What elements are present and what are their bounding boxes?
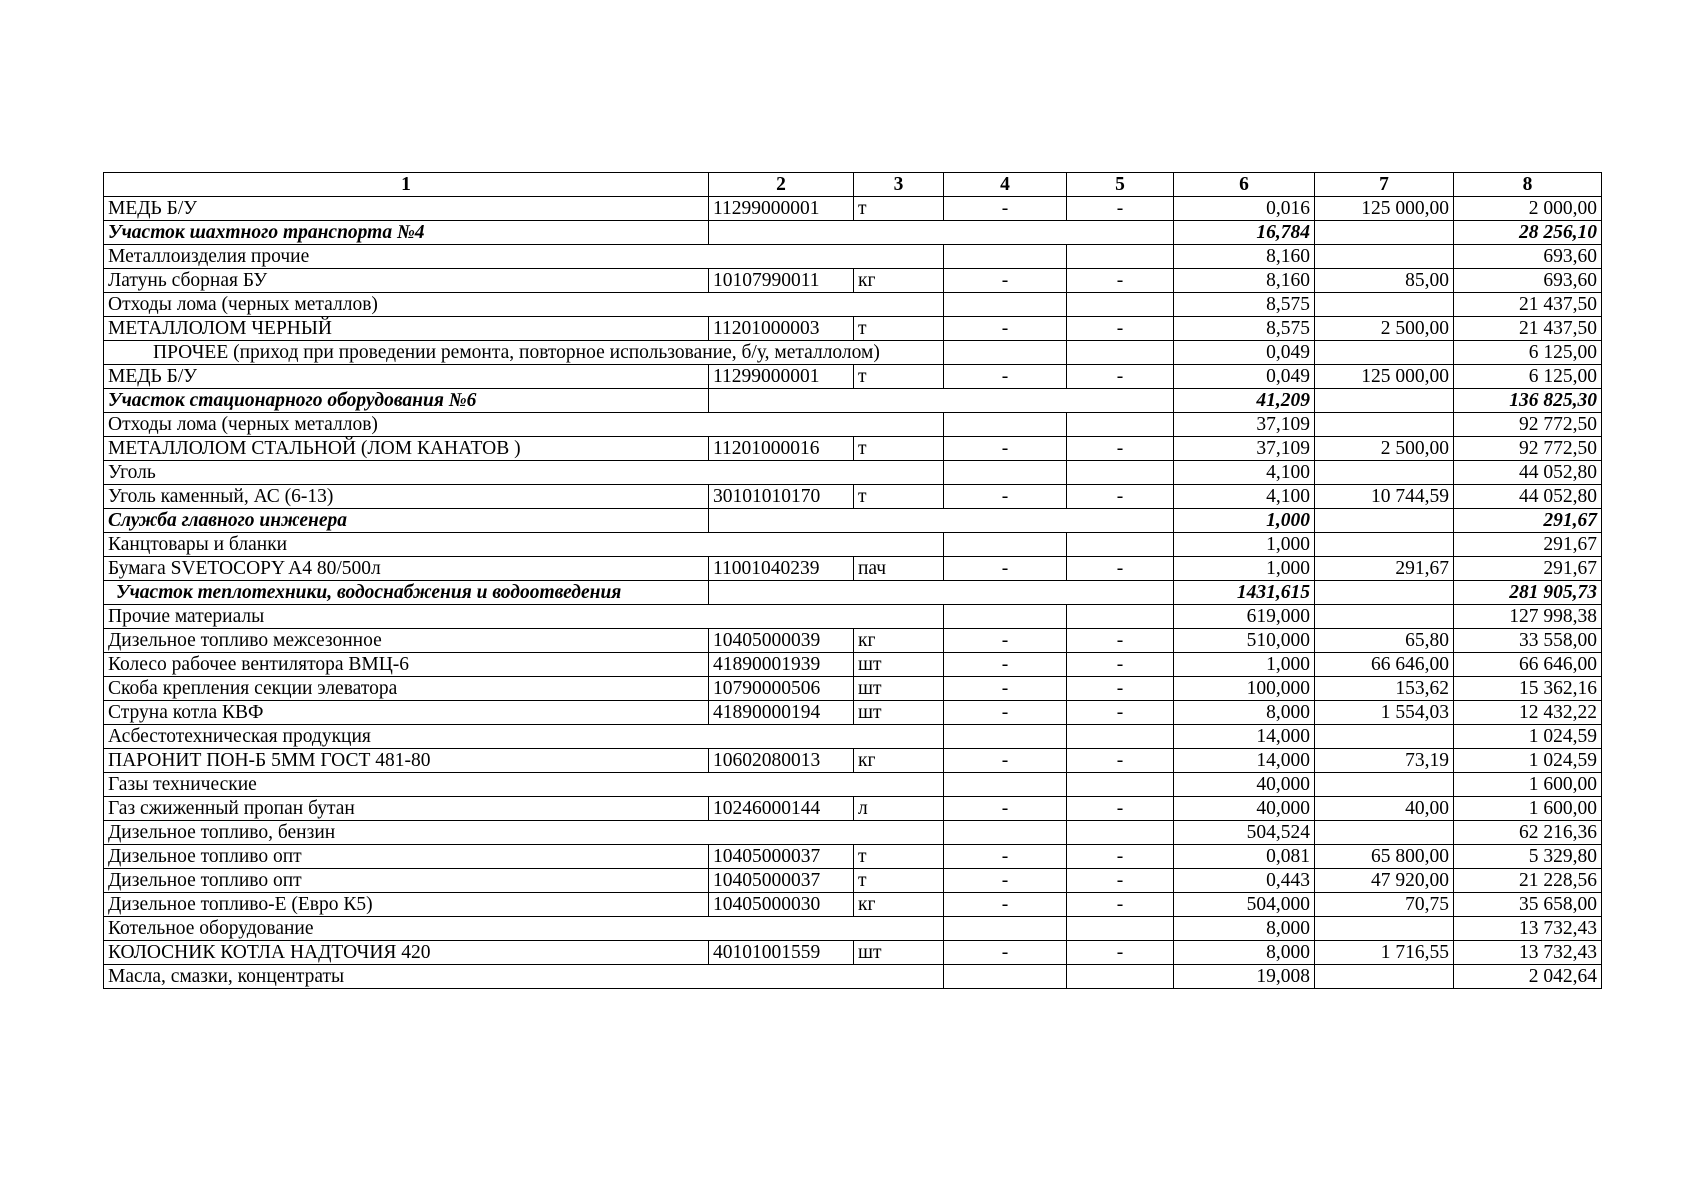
item-name: КОЛОСНИК КОТЛА НАДТОЧИЯ 420 — [104, 941, 709, 965]
item-sum: 35 658,00 — [1454, 893, 1602, 917]
item-name: Бумага SVETOCOPY A4 80/500л — [104, 557, 709, 581]
item-unit: шт — [854, 941, 944, 965]
item-col5: - — [1067, 437, 1174, 461]
group-quantity: 619,000 — [1174, 605, 1315, 629]
table-row-group — [104, 917, 1602, 941]
group-name: Канцтовары и бланки — [104, 533, 944, 557]
item-price: 40,00 — [1315, 797, 1454, 821]
item-col5: - — [1067, 629, 1174, 653]
item-unit: т — [854, 365, 944, 389]
item-price: 47 920,00 — [1315, 869, 1454, 893]
item-code: 41890001939 — [709, 653, 854, 677]
item-code: 11001040239 — [709, 557, 854, 581]
item-code: 40101001559 — [709, 941, 854, 965]
item-price: 153,62 — [1315, 677, 1454, 701]
empty-cell — [1315, 821, 1454, 845]
group-quantity: 8,000 — [1174, 917, 1315, 941]
empty-cell — [944, 917, 1067, 941]
group-name: Газы технические — [104, 773, 944, 797]
column-header: 4 — [944, 173, 1067, 197]
item-price: 125 000,00 — [1315, 365, 1454, 389]
group-sum: 1 600,00 — [1454, 773, 1602, 797]
table-row-group — [104, 605, 1602, 629]
item-name: Колесо рабочее вентилятора ВМЦ-6 — [104, 653, 709, 677]
item-col4: - — [944, 197, 1067, 221]
item-code: 30101010170 — [709, 485, 854, 509]
table-row-item — [104, 869, 1602, 893]
group-quantity: 4,100 — [1174, 461, 1315, 485]
table-row-group — [104, 773, 1602, 797]
empty-cell — [709, 509, 1174, 533]
item-sum: 92 772,50 — [1454, 437, 1602, 461]
empty-cell — [1067, 293, 1174, 317]
empty-cell — [1067, 533, 1174, 557]
item-code: 10790000506 — [709, 677, 854, 701]
item-price: 65,80 — [1315, 629, 1454, 653]
item-unit: т — [854, 317, 944, 341]
materials-table — [103, 172, 1602, 989]
empty-cell — [944, 245, 1067, 269]
empty-cell — [1315, 245, 1454, 269]
item-code: 11201000016 — [709, 437, 854, 461]
table-row-item — [104, 797, 1602, 821]
empty-cell — [944, 965, 1067, 989]
item-col5: - — [1067, 677, 1174, 701]
item-sum: 1 024,59 — [1454, 749, 1602, 773]
item-price: 2 500,00 — [1315, 437, 1454, 461]
group-sum: 291,67 — [1454, 533, 1602, 557]
item-col4: - — [944, 749, 1067, 773]
empty-cell — [1067, 341, 1174, 365]
item-code: 10246000144 — [709, 797, 854, 821]
group-sum: 127 998,38 — [1454, 605, 1602, 629]
group-sum: 6 125,00 — [1454, 341, 1602, 365]
item-price: 125 000,00 — [1315, 197, 1454, 221]
item-sum: 44 052,80 — [1454, 485, 1602, 509]
item-sum: 66 646,00 — [1454, 653, 1602, 677]
item-col4: - — [944, 653, 1067, 677]
item-col4: - — [944, 701, 1067, 725]
item-unit: т — [854, 845, 944, 869]
group-quantity: 8,575 — [1174, 293, 1315, 317]
item-name: МЕДЬ Б/У — [104, 365, 709, 389]
item-col5: - — [1067, 797, 1174, 821]
item-col4: - — [944, 629, 1067, 653]
item-col4: - — [944, 317, 1067, 341]
item-price: 65 800,00 — [1315, 845, 1454, 869]
group-name: Металлоизделия прочие — [104, 245, 944, 269]
item-quantity: 100,000 — [1174, 677, 1315, 701]
table-row-section — [104, 509, 1602, 533]
item-col5: - — [1067, 365, 1174, 389]
item-col5: - — [1067, 653, 1174, 677]
empty-cell — [1067, 245, 1174, 269]
section-sum: 28 256,10 — [1454, 221, 1602, 245]
item-price: 85,00 — [1315, 269, 1454, 293]
section-sum: 136 825,30 — [1454, 389, 1602, 413]
item-col5: - — [1067, 269, 1174, 293]
item-name: Латунь сборная БУ — [104, 269, 709, 293]
item-quantity: 8,000 — [1174, 941, 1315, 965]
item-code: 10405000037 — [709, 845, 854, 869]
table-row-item — [104, 269, 1602, 293]
item-unit: шт — [854, 653, 944, 677]
empty-cell — [709, 221, 1174, 245]
item-name: Дизельное топливо опт — [104, 845, 709, 869]
item-unit: кг — [854, 893, 944, 917]
table-row-item — [104, 557, 1602, 581]
table-row-section — [104, 389, 1602, 413]
item-price: 73,19 — [1315, 749, 1454, 773]
empty-cell — [1315, 533, 1454, 557]
section-quantity: 1431,615 — [1174, 581, 1315, 605]
table-row-item — [104, 629, 1602, 653]
section-name: Участок стационарного оборудования №6 — [104, 389, 709, 413]
column-header: 6 — [1174, 173, 1315, 197]
item-sum: 6 125,00 — [1454, 365, 1602, 389]
group-name: Уголь — [104, 461, 944, 485]
item-col5: - — [1067, 749, 1174, 773]
table-row-item — [104, 485, 1602, 509]
table-row-item — [104, 653, 1602, 677]
column-header: 1 — [104, 173, 709, 197]
item-col4: - — [944, 485, 1067, 509]
item-price: 10 744,59 — [1315, 485, 1454, 509]
table-row-group — [104, 245, 1602, 269]
item-col5: - — [1067, 701, 1174, 725]
group-sum: 13 732,43 — [1454, 917, 1602, 941]
group-name: Масла, смазки, концентраты — [104, 965, 944, 989]
item-name: Дизельное топливо межсезонное — [104, 629, 709, 653]
item-price: 2 500,00 — [1315, 317, 1454, 341]
item-code: 41890000194 — [709, 701, 854, 725]
empty-cell — [944, 533, 1067, 557]
item-sum: 12 432,22 — [1454, 701, 1602, 725]
group-quantity: 0,049 — [1174, 341, 1315, 365]
item-unit: т — [854, 485, 944, 509]
empty-cell — [1315, 725, 1454, 749]
empty-cell — [1315, 965, 1454, 989]
item-col5: - — [1067, 485, 1174, 509]
item-quantity: 8,575 — [1174, 317, 1315, 341]
section-quantity: 41,209 — [1174, 389, 1315, 413]
group-quantity: 37,109 — [1174, 413, 1315, 437]
item-quantity: 40,000 — [1174, 797, 1315, 821]
item-sum: 21 228,56 — [1454, 869, 1602, 893]
empty-cell — [944, 773, 1067, 797]
table-row-item — [104, 677, 1602, 701]
table-row-group — [104, 413, 1602, 437]
item-col4: - — [944, 941, 1067, 965]
section-sum: 281 905,73 — [1454, 581, 1602, 605]
item-sum: 33 558,00 — [1454, 629, 1602, 653]
empty-cell — [1315, 221, 1454, 245]
item-sum: 2 000,00 — [1454, 197, 1602, 221]
empty-cell — [1315, 389, 1454, 413]
table-row-item — [104, 701, 1602, 725]
item-unit: т — [854, 869, 944, 893]
table-header-row — [104, 173, 1602, 197]
item-quantity: 504,000 — [1174, 893, 1315, 917]
item-unit: т — [854, 197, 944, 221]
item-price: 1 716,55 — [1315, 941, 1454, 965]
table-row-item — [104, 437, 1602, 461]
table-row-group — [104, 965, 1602, 989]
empty-cell — [1315, 581, 1454, 605]
item-quantity: 8,160 — [1174, 269, 1315, 293]
table-row-item — [104, 893, 1602, 917]
table-row-group — [104, 725, 1602, 749]
empty-cell — [1067, 461, 1174, 485]
item-code: 10405000037 — [709, 869, 854, 893]
table-row-item — [104, 941, 1602, 965]
group-sum: 693,60 — [1454, 245, 1602, 269]
item-col4: - — [944, 869, 1067, 893]
group-quantity: 40,000 — [1174, 773, 1315, 797]
item-col4: - — [944, 845, 1067, 869]
column-header: 5 — [1067, 173, 1174, 197]
item-col5: - — [1067, 557, 1174, 581]
item-price: 66 646,00 — [1315, 653, 1454, 677]
item-name: МЕТАЛЛОЛОМ ЧЕРНЫЙ — [104, 317, 709, 341]
item-price: 1 554,03 — [1315, 701, 1454, 725]
item-sum: 15 362,16 — [1454, 677, 1602, 701]
table-row-group — [104, 341, 1602, 365]
group-sum: 92 772,50 — [1454, 413, 1602, 437]
item-unit: шт — [854, 701, 944, 725]
group-sum: 2 042,64 — [1454, 965, 1602, 989]
item-col5: - — [1067, 197, 1174, 221]
empty-cell — [944, 413, 1067, 437]
table-row-section — [104, 581, 1602, 605]
group-name: Дизельное топливо, бензин — [104, 821, 944, 845]
item-sum: 1 600,00 — [1454, 797, 1602, 821]
item-quantity: 4,100 — [1174, 485, 1315, 509]
group-name: Прочие материалы — [104, 605, 944, 629]
item-code: 10602080013 — [709, 749, 854, 773]
group-name: Отходы лома (черных металлов) — [104, 293, 944, 317]
item-code: 10107990011 — [709, 269, 854, 293]
empty-cell — [1067, 725, 1174, 749]
empty-cell — [944, 341, 1067, 365]
group-sum: 21 437,50 — [1454, 293, 1602, 317]
item-name: Дизельное топливо опт — [104, 869, 709, 893]
section-name: Участок теплотехники, водоснабжения и водоотведения — [104, 581, 709, 605]
group-sum: 44 052,80 — [1454, 461, 1602, 485]
item-name: Дизельное топливо-Е (Евро К5) — [104, 893, 709, 917]
section-quantity: 1,000 — [1174, 509, 1315, 533]
empty-cell — [1067, 821, 1174, 845]
item-sum: 693,60 — [1454, 269, 1602, 293]
item-quantity: 14,000 — [1174, 749, 1315, 773]
item-name: Уголь каменный, АС (6-13) — [104, 485, 709, 509]
group-quantity: 504,524 — [1174, 821, 1315, 845]
item-unit: кг — [854, 269, 944, 293]
item-col4: - — [944, 557, 1067, 581]
column-header: 3 — [854, 173, 944, 197]
item-unit: т — [854, 437, 944, 461]
table-row-item — [104, 845, 1602, 869]
item-code: 11201000003 — [709, 317, 854, 341]
empty-cell — [709, 389, 1174, 413]
empty-cell — [1067, 605, 1174, 629]
item-sum: 13 732,43 — [1454, 941, 1602, 965]
empty-cell — [944, 725, 1067, 749]
table-body — [104, 197, 1602, 989]
empty-cell — [1315, 413, 1454, 437]
item-quantity: 37,109 — [1174, 437, 1315, 461]
item-quantity: 0,081 — [1174, 845, 1315, 869]
item-col5: - — [1067, 317, 1174, 341]
item-code: 10405000039 — [709, 629, 854, 653]
item-price: 291,67 — [1315, 557, 1454, 581]
empty-cell — [1067, 965, 1174, 989]
item-quantity: 1,000 — [1174, 557, 1315, 581]
table-row-item — [104, 317, 1602, 341]
group-quantity: 14,000 — [1174, 725, 1315, 749]
group-quantity: 19,008 — [1174, 965, 1315, 989]
item-sum: 291,67 — [1454, 557, 1602, 581]
item-name: Газ сжиженный пропан бутан — [104, 797, 709, 821]
empty-cell — [709, 581, 1174, 605]
empty-cell — [1315, 605, 1454, 629]
item-quantity: 0,443 — [1174, 869, 1315, 893]
table-row-group — [104, 821, 1602, 845]
item-unit: шт — [854, 677, 944, 701]
item-quantity: 510,000 — [1174, 629, 1315, 653]
column-header: 8 — [1454, 173, 1602, 197]
item-col4: - — [944, 677, 1067, 701]
item-quantity: 0,016 — [1174, 197, 1315, 221]
item-quantity: 0,049 — [1174, 365, 1315, 389]
item-name: ПАРОНИТ ПОН-Б 5ММ ГОСТ 481-80 — [104, 749, 709, 773]
section-quantity: 16,784 — [1174, 221, 1315, 245]
empty-cell — [944, 605, 1067, 629]
item-sum: 21 437,50 — [1454, 317, 1602, 341]
empty-cell — [944, 293, 1067, 317]
table-row-section — [104, 221, 1602, 245]
item-quantity: 1,000 — [1174, 653, 1315, 677]
empty-cell — [1315, 341, 1454, 365]
item-price: 70,75 — [1315, 893, 1454, 917]
group-sum: 62 216,36 — [1454, 821, 1602, 845]
item-col5: - — [1067, 845, 1174, 869]
empty-cell — [1067, 773, 1174, 797]
item-unit: кг — [854, 749, 944, 773]
section-name: Участок шахтного транспорта №4 — [104, 221, 709, 245]
empty-cell — [1315, 509, 1454, 533]
item-code: 11299000001 — [709, 365, 854, 389]
column-header: 2 — [709, 173, 854, 197]
item-col4: - — [944, 893, 1067, 917]
group-quantity: 8,160 — [1174, 245, 1315, 269]
item-name: МЕДЬ Б/У — [104, 197, 709, 221]
group-name: Асбестотехническая продукция — [104, 725, 944, 749]
item-name: МЕТАЛЛОЛОМ СТАЛЬНОЙ (ЛОМ КАНАТОВ ) — [104, 437, 709, 461]
section-sum: 291,67 — [1454, 509, 1602, 533]
item-name: Скоба крепления секции элеватора — [104, 677, 709, 701]
table-row-group — [104, 461, 1602, 485]
item-col4: - — [944, 269, 1067, 293]
table-row-group — [104, 533, 1602, 557]
item-name: Струна котла КВФ — [104, 701, 709, 725]
table-row-item — [104, 365, 1602, 389]
table-row-item — [104, 197, 1602, 221]
empty-cell — [944, 821, 1067, 845]
section-name: Служба главного инженера — [104, 509, 709, 533]
empty-cell — [944, 461, 1067, 485]
empty-cell — [1067, 413, 1174, 437]
table-row-group — [104, 293, 1602, 317]
group-name: ПРОЧЕЕ (приход при проведении ремонта, повторное использование, б/у, металлолом) — [104, 341, 944, 365]
column-header: 7 — [1315, 173, 1454, 197]
empty-cell — [1315, 917, 1454, 941]
item-quantity: 8,000 — [1174, 701, 1315, 725]
empty-cell — [1315, 461, 1454, 485]
table-row-item — [104, 749, 1602, 773]
item-unit: л — [854, 797, 944, 821]
item-col5: - — [1067, 941, 1174, 965]
group-name: Котельное оборудование — [104, 917, 944, 941]
item-sum: 5 329,80 — [1454, 845, 1602, 869]
group-sum: 1 024,59 — [1454, 725, 1602, 749]
empty-cell — [1315, 773, 1454, 797]
group-quantity: 1,000 — [1174, 533, 1315, 557]
item-col5: - — [1067, 893, 1174, 917]
group-name: Отходы лома (черных металлов) — [104, 413, 944, 437]
item-unit: кг — [854, 629, 944, 653]
empty-cell — [1315, 293, 1454, 317]
item-code: 10405000030 — [709, 893, 854, 917]
item-col4: - — [944, 365, 1067, 389]
item-col5: - — [1067, 869, 1174, 893]
item-unit: пач — [854, 557, 944, 581]
empty-cell — [1067, 917, 1174, 941]
item-col4: - — [944, 797, 1067, 821]
item-col4: - — [944, 437, 1067, 461]
item-code: 11299000001 — [709, 197, 854, 221]
